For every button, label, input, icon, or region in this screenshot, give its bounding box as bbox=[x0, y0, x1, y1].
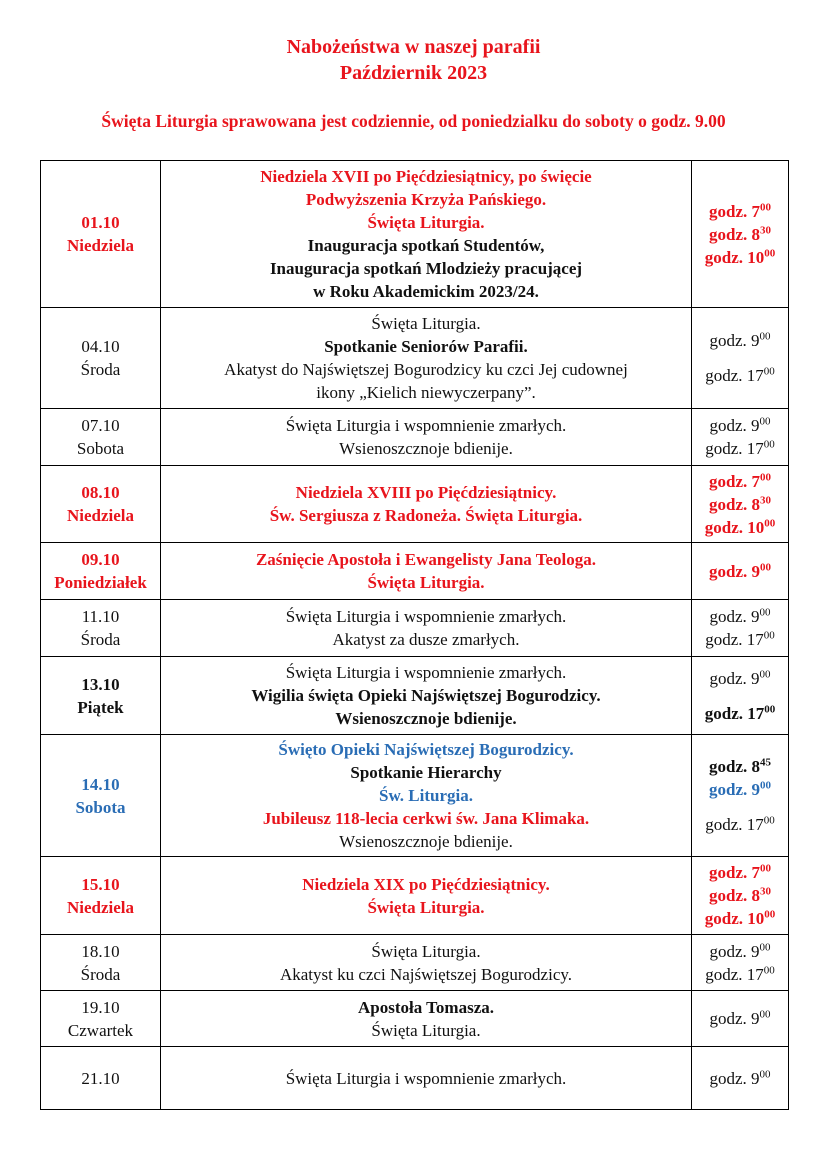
time-hour: 9 bbox=[751, 561, 760, 581]
date-text: 01.10 bbox=[81, 213, 120, 232]
event-line: Święta Liturgia. bbox=[367, 897, 485, 917]
date-cell bbox=[41, 1047, 161, 1110]
time-hour: 17 bbox=[747, 703, 765, 723]
date-text: 09.10 bbox=[81, 550, 120, 569]
schedule-row bbox=[41, 657, 789, 735]
time-hour: 7 bbox=[751, 201, 760, 221]
time-minutes: 45 bbox=[760, 756, 771, 769]
date-cell bbox=[41, 935, 161, 991]
times-cell bbox=[692, 857, 789, 935]
schedule-row bbox=[41, 466, 789, 543]
time-hour: 9 bbox=[751, 607, 760, 626]
service-time bbox=[692, 963, 788, 986]
time-label: godz. bbox=[709, 1068, 752, 1088]
time-minutes: 00 bbox=[760, 560, 771, 573]
date-text: 14.10 bbox=[81, 774, 120, 794]
time-hour: 10 bbox=[747, 517, 765, 537]
date-text: 13.10 bbox=[81, 674, 120, 694]
time-label: godz. bbox=[709, 886, 752, 905]
time-minutes: 00 bbox=[759, 940, 771, 953]
service-time bbox=[692, 605, 788, 628]
service-time bbox=[692, 329, 788, 352]
date-text: 11.10 bbox=[81, 607, 120, 626]
time-label: godz. bbox=[704, 517, 748, 537]
time-label: godz. bbox=[709, 494, 752, 514]
date-cell bbox=[41, 600, 161, 657]
time-label: godz. bbox=[709, 941, 752, 961]
time-hour: 9 bbox=[751, 668, 760, 688]
times-cell bbox=[692, 308, 789, 409]
date-cell bbox=[41, 543, 161, 600]
times-cell bbox=[692, 466, 789, 543]
service-time bbox=[692, 516, 788, 539]
date-cell bbox=[41, 409, 161, 466]
event-line: Spotkanie Seniorów Parafii. bbox=[324, 337, 528, 356]
times-cell bbox=[692, 935, 789, 991]
event-line: Niedziela XVII po Pięćdziesiątnicy, po święcie bbox=[260, 167, 592, 186]
time-minutes: 30 bbox=[760, 223, 771, 236]
events-cell bbox=[161, 409, 692, 466]
time-label: godz. bbox=[709, 668, 752, 688]
event-line: Święta Liturgia i wspomnienie zmarłych. bbox=[285, 416, 567, 435]
time-minutes: 00 bbox=[764, 516, 776, 529]
time-hour: 17 bbox=[746, 366, 764, 385]
time-minutes: 00 bbox=[759, 606, 771, 619]
time-label: godz. bbox=[709, 201, 752, 221]
time-minutes: 00 bbox=[760, 200, 771, 213]
event-line: Jubileusz 118-lecia cerkwi św. Jana Klimaka. bbox=[262, 809, 590, 828]
date-text: 15.10 bbox=[81, 874, 120, 894]
service-time bbox=[692, 200, 788, 223]
time-label: godz. bbox=[709, 607, 752, 626]
events-cell bbox=[161, 161, 692, 308]
time-minutes: 00 bbox=[760, 779, 771, 792]
event-line: w Roku Akademickim 2023/24. bbox=[313, 282, 539, 301]
schedule-row bbox=[41, 857, 789, 935]
time-label: godz. bbox=[705, 964, 747, 984]
event-line: Spotkanie Hierarchy bbox=[350, 763, 502, 782]
time-hour: 10 bbox=[747, 247, 765, 267]
event-line: Święta Liturgia. bbox=[371, 941, 481, 961]
service-time bbox=[692, 1067, 788, 1090]
time-hour: 9 bbox=[751, 416, 760, 435]
schedule-row bbox=[41, 409, 789, 466]
time-label: godz. bbox=[705, 815, 747, 834]
service-time bbox=[692, 907, 788, 930]
time-hour: 7 bbox=[751, 863, 760, 882]
weekday-text: Niedziela bbox=[66, 506, 135, 525]
time-label: godz. bbox=[709, 561, 752, 581]
date-cell bbox=[41, 308, 161, 409]
event-line: Święta Liturgia. bbox=[367, 213, 485, 232]
times-cell bbox=[692, 991, 789, 1047]
date-cell bbox=[41, 657, 161, 735]
time-hour: 9 bbox=[751, 1009, 760, 1028]
events-cell bbox=[161, 466, 692, 543]
time-minutes: 00 bbox=[759, 1008, 771, 1021]
event-line: Święta Liturgia i wspomnienie zmarłych. bbox=[285, 1068, 567, 1088]
time-hour: 8 bbox=[751, 757, 760, 776]
service-time bbox=[692, 755, 788, 778]
schedule-row bbox=[41, 161, 789, 308]
date-text: 08.10 bbox=[81, 483, 120, 502]
time-minutes: 00 bbox=[763, 365, 775, 378]
time-hour: 10 bbox=[747, 909, 765, 928]
weekday-text: Sobota bbox=[75, 797, 126, 817]
time-hour: 9 bbox=[751, 780, 760, 799]
time-hour: 9 bbox=[751, 941, 760, 961]
schedule-body bbox=[41, 161, 789, 1110]
time-minutes: 00 bbox=[763, 629, 775, 642]
time-label: godz. bbox=[704, 247, 748, 267]
event-line: Wsienoszcznoje bdienije. bbox=[335, 709, 517, 728]
times-cell bbox=[692, 1047, 789, 1110]
time-minutes: 00 bbox=[760, 862, 771, 875]
time-label: godz. bbox=[704, 703, 748, 723]
month-heading: Październik 2023 bbox=[339, 62, 488, 84]
service-time bbox=[692, 364, 788, 387]
service-time bbox=[692, 884, 788, 907]
time-minutes: 00 bbox=[763, 814, 775, 827]
events-cell bbox=[161, 991, 692, 1047]
time-hour: 17 bbox=[746, 964, 764, 984]
event-line: Święta Liturgia i wspomnienie zmarłych. bbox=[285, 663, 567, 682]
time-label: godz. bbox=[704, 909, 748, 928]
date-text: 19.10 bbox=[81, 997, 120, 1017]
weekday-text: Sobota bbox=[76, 439, 125, 458]
events-cell bbox=[161, 857, 692, 935]
weekday-text: Poniedziałek bbox=[54, 573, 147, 592]
schedule-table bbox=[40, 160, 789, 1110]
times-cell bbox=[692, 657, 789, 735]
service-time bbox=[692, 861, 788, 884]
schedule-row bbox=[41, 735, 789, 857]
event-line: Św. Liturgia. bbox=[379, 786, 473, 805]
service-time bbox=[692, 667, 788, 690]
schedule-row bbox=[41, 600, 789, 657]
service-time bbox=[692, 813, 788, 836]
event-line: Św. Sergiusza z Radoneża. Święta Liturgia. bbox=[269, 506, 583, 525]
events-cell bbox=[161, 308, 692, 409]
times-cell bbox=[692, 543, 789, 600]
events-cell bbox=[161, 935, 692, 991]
schedule-row bbox=[41, 308, 789, 409]
time-minutes: 00 bbox=[763, 438, 775, 451]
time-hour: 17 bbox=[746, 439, 764, 458]
time-minutes: 00 bbox=[759, 330, 771, 343]
time-minutes: 30 bbox=[760, 885, 771, 898]
date-text: 18.10 bbox=[81, 941, 120, 961]
service-time bbox=[692, 437, 788, 460]
event-line: Święta Liturgia. bbox=[371, 1020, 481, 1040]
times-cell bbox=[692, 735, 789, 857]
times-cell bbox=[692, 600, 789, 657]
time-minutes: 00 bbox=[764, 908, 776, 921]
date-text: 21.10 bbox=[81, 1068, 120, 1088]
time-label: godz. bbox=[709, 331, 752, 350]
date-cell bbox=[41, 991, 161, 1047]
service-time bbox=[692, 470, 788, 493]
weekday-text: Środa bbox=[80, 964, 121, 984]
time-minutes: 00 bbox=[760, 470, 771, 483]
service-time bbox=[692, 1007, 788, 1030]
time-hour: 9 bbox=[751, 331, 760, 350]
service-time bbox=[692, 560, 788, 583]
weekday-text: Czwartek bbox=[67, 1020, 134, 1040]
time-minutes: 00 bbox=[763, 963, 775, 976]
event-line: ikony „Kielich niewyczerpany”. bbox=[316, 383, 536, 402]
time-label: godz. bbox=[705, 366, 747, 385]
events-cell bbox=[161, 543, 692, 600]
date-cell bbox=[41, 857, 161, 935]
date-text: 04.10 bbox=[81, 337, 120, 356]
time-label: godz. bbox=[709, 416, 752, 435]
event-line: Wigilia święta Opieki Najświętszej Bogurodzicy. bbox=[251, 686, 601, 705]
times-cell bbox=[692, 409, 789, 466]
date-cell bbox=[41, 735, 161, 857]
time-hour: 8 bbox=[751, 886, 760, 905]
events-cell bbox=[161, 600, 692, 657]
service-time bbox=[692, 778, 788, 801]
schedule-row bbox=[41, 543, 789, 600]
time-label: godz. bbox=[705, 630, 747, 649]
event-line: Akatyst do Najświętszej Bogurodzicy ku czci Jej cudownej bbox=[224, 360, 628, 379]
time-label: godz. bbox=[709, 863, 752, 882]
time-hour: 17 bbox=[746, 630, 764, 649]
time-hour: 7 bbox=[751, 471, 760, 491]
event-line: Zaśnięcie Apostoła i Ewangelisty Jana Teologa. bbox=[255, 550, 597, 569]
service-time bbox=[692, 246, 788, 269]
time-label: godz. bbox=[709, 1009, 752, 1028]
event-line: Święta Liturgia. bbox=[367, 573, 485, 592]
time-minutes: 00 bbox=[764, 702, 776, 715]
time-minutes: 30 bbox=[760, 493, 771, 506]
time-minutes: 00 bbox=[759, 667, 771, 680]
events-cell bbox=[161, 1047, 692, 1110]
time-hour: 8 bbox=[751, 224, 760, 244]
date-cell bbox=[41, 161, 161, 308]
time-hour: 9 bbox=[751, 1068, 760, 1088]
event-line: Święta Liturgia. bbox=[371, 314, 481, 333]
event-line: Wsienoszcznoje bdienije. bbox=[339, 439, 513, 458]
event-line: Akatyst ku czci Najświętszej Bogurodzicy. bbox=[279, 964, 573, 984]
schedule-row bbox=[41, 991, 789, 1047]
date-text: 07.10 bbox=[81, 416, 120, 435]
liturgy-note: Święta Liturgia sprawowana jest codziennie, od poniedzialku do soboty o godz. 9.00 bbox=[101, 111, 726, 131]
page-title: Nabożeństwa w naszej parafii bbox=[286, 36, 541, 58]
date-cell bbox=[41, 466, 161, 543]
service-time bbox=[692, 940, 788, 963]
schedule-row bbox=[41, 935, 789, 991]
event-line: Święto Opieki Najświętszej Bogurodzicy. bbox=[278, 740, 574, 759]
time-label: godz. bbox=[709, 224, 752, 244]
event-line: Niedziela XIX po Pięćdziesiątnicy. bbox=[302, 874, 550, 894]
service-time bbox=[692, 493, 788, 516]
event-line: Inauguracja spotkań Studentów, bbox=[307, 236, 545, 255]
time-label: godz. bbox=[709, 780, 752, 799]
event-line: Podwyższenia Krzyża Pańskiego. bbox=[305, 190, 547, 209]
time-minutes: 00 bbox=[759, 1067, 771, 1080]
weekday-text: Niedziela bbox=[66, 236, 135, 255]
service-time bbox=[692, 628, 788, 651]
time-hour: 8 bbox=[751, 494, 760, 514]
service-time bbox=[692, 702, 788, 725]
times-cell bbox=[692, 161, 789, 308]
weekday-text: Niedziela bbox=[66, 897, 135, 917]
event-line: Akatyst za dusze zmarłych. bbox=[332, 630, 520, 649]
time-minutes: 00 bbox=[759, 415, 771, 428]
time-label: godz. bbox=[705, 439, 747, 458]
time-label: godz. bbox=[709, 471, 752, 491]
events-cell bbox=[161, 657, 692, 735]
event-line: Apostoła Tomasza. bbox=[357, 997, 495, 1017]
weekday-text: Piątek bbox=[77, 697, 124, 717]
events-cell bbox=[161, 735, 692, 857]
time-hour: 17 bbox=[746, 815, 764, 834]
weekday-text: Środa bbox=[80, 630, 121, 649]
time-minutes: 00 bbox=[764, 246, 776, 259]
weekday-text: Środa bbox=[80, 360, 121, 379]
schedule-row bbox=[41, 1047, 789, 1110]
time-label: godz. bbox=[709, 757, 752, 776]
event-line: Niedziela XVIII po Pięćdziesiątnicy. bbox=[295, 483, 557, 502]
service-time bbox=[692, 223, 788, 246]
event-line: Święta Liturgia i wspomnienie zmarłych. bbox=[285, 607, 567, 626]
event-line: Wsienoszcznoje bdienije. bbox=[339, 832, 513, 851]
service-time bbox=[692, 414, 788, 437]
event-line: Inauguracja spotkań Mlodzieży pracującej bbox=[269, 259, 583, 278]
